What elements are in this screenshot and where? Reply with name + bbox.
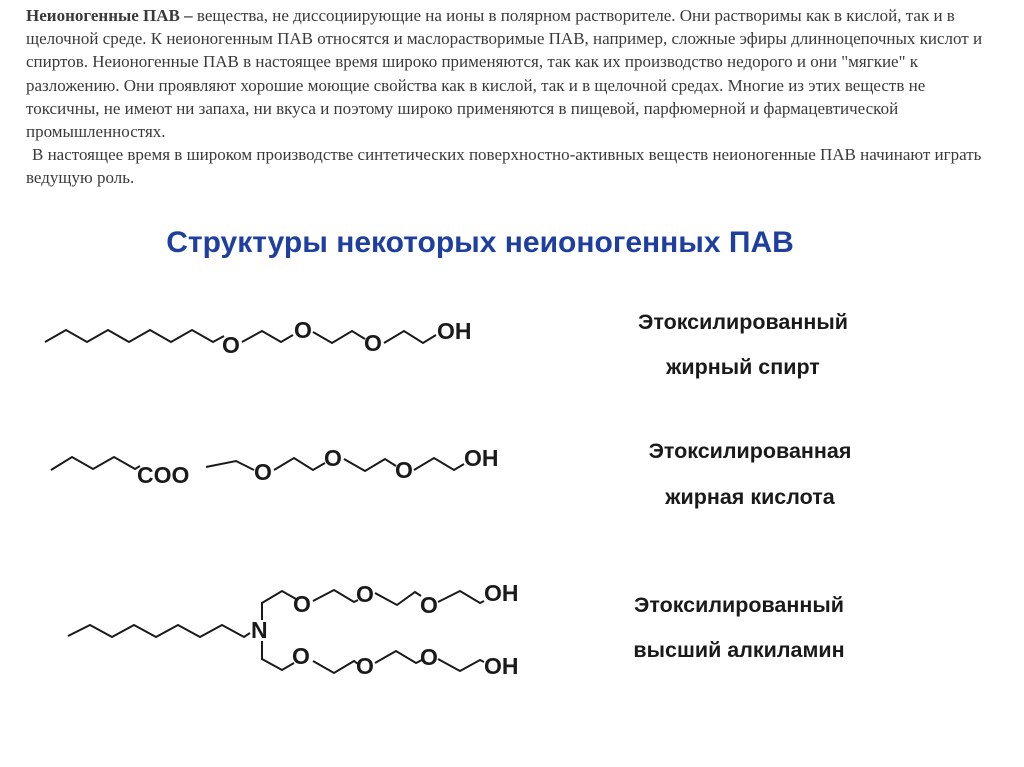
label-fatty-acid-line-2: жирная кислота bbox=[665, 485, 835, 509]
label-alkylamine-line-1: Этоксилированный bbox=[634, 593, 844, 617]
label-fatty-alcohol-line-2: жирный спирт bbox=[666, 355, 820, 379]
structure-alkylamine bbox=[68, 580, 519, 679]
acid-alkyl-chain bbox=[51, 457, 140, 470]
structure-fatty-alcohol bbox=[45, 317, 472, 358]
amine-bottom-bond-4 bbox=[438, 659, 484, 671]
label-fatty-alcohol-line-1: Этоксилированный bbox=[638, 310, 848, 334]
alcohol-bond-3 bbox=[384, 331, 436, 343]
acid-hydroxyl: OH bbox=[464, 445, 499, 471]
label-alkylamine-line-2: высший алкиламин bbox=[633, 638, 845, 662]
alcohol-oxygen-2: O bbox=[294, 317, 312, 343]
alcohol-bond-1 bbox=[242, 331, 293, 342]
acid-oxygen-1: O bbox=[254, 459, 272, 485]
amine-bottom-bond-2 bbox=[313, 661, 358, 673]
acid-bond-1 bbox=[206, 461, 254, 470]
amine-top-bond-3 bbox=[375, 592, 421, 605]
alcohol-oxygen-3: O bbox=[364, 330, 382, 356]
acid-oxygen-3: O bbox=[395, 457, 413, 483]
acid-bond-4 bbox=[414, 458, 464, 470]
amine-top-oxygen-3: O bbox=[420, 592, 438, 618]
section-heading: Структуры некоторых неионогенных ПАВ bbox=[166, 226, 794, 259]
acid-oxygen-2: O bbox=[324, 445, 342, 471]
amine-bottom-oxygen-1: O bbox=[292, 643, 310, 669]
amine-top-oxygen-1: O bbox=[293, 591, 311, 617]
amine-bottom-bond-1 bbox=[262, 641, 294, 670]
structure-fatty-acid bbox=[51, 445, 499, 488]
alcohol-hydroxyl: OH bbox=[437, 318, 472, 344]
amine-nitrogen: N bbox=[251, 617, 268, 643]
amine-top-bond-2 bbox=[313, 590, 358, 602]
amine-bottom-bond-3 bbox=[375, 651, 422, 663]
alcohol-oxygen-1: O bbox=[222, 332, 240, 358]
acid-bond-3 bbox=[344, 459, 396, 471]
label-fatty-acid bbox=[625, 438, 875, 510]
intro-paragraph-1-text: вещества, не диссоциирующие на ионы в полярном растворителе. Они растворимы как в кислой, так и в щелочной среде. К неионогенным ПАВ относятся и маслорастворимые ПАВ, например, сложные эфиры длинноцепочных кислот и спиртов. Неионогенные ПАВ в настоящее время широко применяются, так как их производство недорого и они "мягкие" к разложению. Они проявляют хорошие моющие свойства как в кислой, так и в щелочной средах. Многие из этих веществ не токсичны, не имеют ни запаха, ни вкуса и поэтому широко применяются в пищевой, парфюмерной и фармацевтической промышленностях. bbox=[26, 6, 983, 142]
intro-paragraph-2: В настоящее время в широком производстве синтетических поверхностно-активных веществ неионогенные ПАВ начинают играть ведущую роль. bbox=[26, 145, 982, 188]
label-alkylamine bbox=[610, 592, 868, 663]
amine-top-bond-1 bbox=[262, 591, 296, 620]
amine-top-hydroxyl: OH bbox=[484, 580, 519, 606]
acid-bond-2 bbox=[274, 458, 325, 470]
label-fatty-acid-line-1: Этоксилированная bbox=[648, 439, 852, 463]
acid-ester-group: COO bbox=[137, 462, 190, 488]
label-fatty-alcohol bbox=[618, 309, 868, 380]
alcohol-alkyl-chain bbox=[45, 330, 224, 342]
amine-alkyl-chain bbox=[68, 625, 250, 637]
amine-bottom-oxygen-2: O bbox=[356, 653, 374, 679]
amine-top-bond-4 bbox=[438, 591, 484, 603]
amine-bottom-hydroxyl: OH bbox=[484, 653, 519, 679]
alcohol-bond-2 bbox=[313, 331, 365, 343]
amine-bottom-oxygen-3: O bbox=[420, 644, 438, 670]
intro-term: Неионогенные ПАВ – bbox=[26, 6, 193, 25]
amine-top-oxygen-2: O bbox=[356, 581, 374, 607]
